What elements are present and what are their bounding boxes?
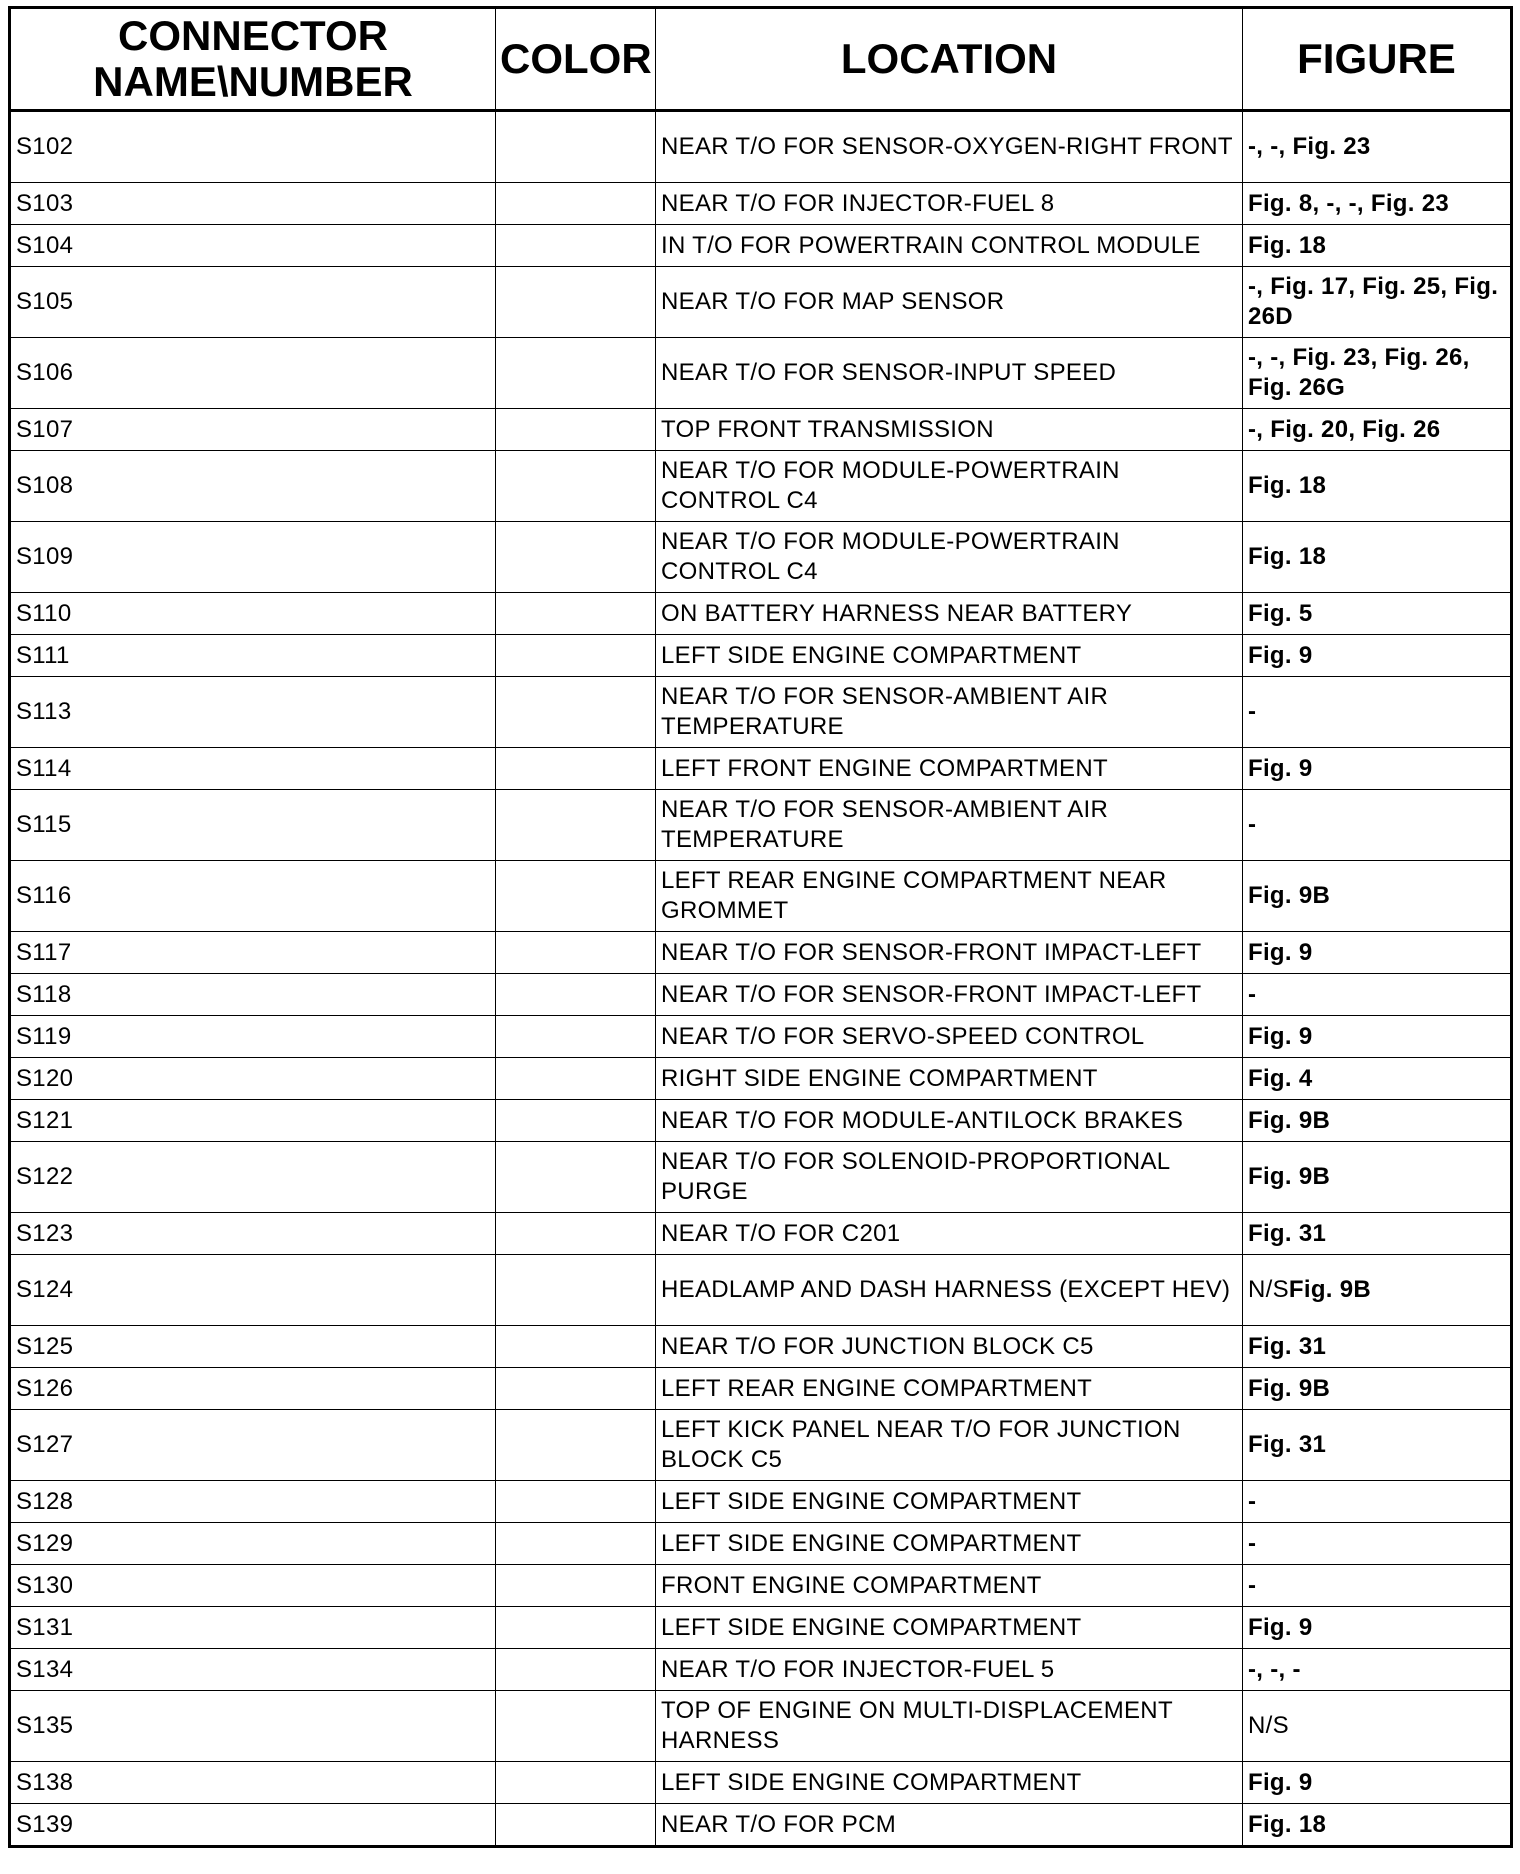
connector-name-cell: S102 (10, 111, 496, 183)
color-cell (496, 409, 656, 451)
table-row (10, 790, 1512, 861)
color-cell (496, 1691, 656, 1762)
color-cell (496, 451, 656, 522)
location-cell: LEFT FRONT ENGINE COMPARTMENT (656, 748, 1243, 790)
figure-cell (1243, 1691, 1512, 1762)
location-cell: LEFT REAR ENGINE COMPARTMENT (656, 1368, 1243, 1410)
connector-name-cell: S124 (10, 1255, 496, 1326)
color-cell (496, 1058, 656, 1100)
table-row (10, 1762, 1512, 1804)
color-cell (496, 1565, 656, 1607)
table-row (10, 1481, 1512, 1523)
table-row (10, 1607, 1512, 1649)
location-cell: NEAR T/O FOR C201 (656, 1213, 1243, 1255)
color-cell (496, 1213, 656, 1255)
location-cell: FRONT ENGINE COMPARTMENT (656, 1565, 1243, 1607)
location-cell: LEFT SIDE ENGINE COMPARTMENT (656, 635, 1243, 677)
connector-name-cell: S116 (10, 861, 496, 932)
figure-reference: Fig. 31 (1248, 1332, 1327, 1360)
figure-reference: -, -, - (1248, 1655, 1301, 1683)
header-connector-name: CONNECTOR NAME\NUMBER (10, 8, 496, 111)
connector-name-cell: S109 (10, 522, 496, 593)
color-cell (496, 1649, 656, 1691)
figure-cell (1243, 522, 1512, 593)
connector-name-cell: S115 (10, 790, 496, 861)
color-cell (496, 677, 656, 748)
color-cell (496, 1142, 656, 1213)
figure-reference: Fig. 9B (1248, 1374, 1331, 1402)
table-row (10, 677, 1512, 748)
figure-cell (1243, 451, 1512, 522)
table-row (10, 1213, 1512, 1255)
table-row (10, 861, 1512, 932)
color-cell (496, 1523, 656, 1565)
color-cell (496, 1016, 656, 1058)
table-row (10, 522, 1512, 593)
location-cell: NEAR T/O FOR MAP SENSOR (656, 267, 1243, 338)
table-row (10, 1691, 1512, 1762)
table-row (10, 1804, 1512, 1847)
table-row (10, 1649, 1512, 1691)
figure-cell (1243, 748, 1512, 790)
color-cell (496, 1607, 656, 1649)
connector-name-cell: S123 (10, 1213, 496, 1255)
figure-reference: - (1248, 980, 1257, 1008)
figure-cell (1243, 1481, 1512, 1523)
location-cell: TOP FRONT TRANSMISSION (656, 409, 1243, 451)
color-cell (496, 1481, 656, 1523)
color-cell (496, 1804, 656, 1847)
figure-reference: Fig. 9B (1248, 1163, 1331, 1190)
connector-name-cell: S129 (10, 1523, 496, 1565)
table-row (10, 338, 1512, 409)
figure-reference: Fig. 8, -, -, Fig. 23 (1248, 189, 1449, 217)
figure-cell (1243, 1410, 1512, 1481)
table-row (10, 932, 1512, 974)
figure-reference: Fig. 31 (1248, 1219, 1327, 1247)
color-cell (496, 1326, 656, 1368)
location-cell: TOP OF ENGINE ON MULTI-DISPLACEMENT HARNESS (656, 1691, 1243, 1762)
figure-reference: -, -, Fig. 23, Fig. 26, Fig. 26G (1248, 344, 1470, 401)
table-row (10, 593, 1512, 635)
location-cell: LEFT SIDE ENGINE COMPARTMENT (656, 1607, 1243, 1649)
figure-reference: Fig. 9 (1248, 641, 1313, 669)
figure-not-shown-label: N/S (1248, 1276, 1289, 1303)
color-cell (496, 1100, 656, 1142)
location-cell: IN T/O FOR POWERTRAIN CONTROL MODULE (656, 225, 1243, 267)
connector-name-cell: S110 (10, 593, 496, 635)
table-row (10, 1058, 1512, 1100)
figure-reference: Fig. 9 (1248, 1613, 1313, 1641)
table-body (10, 111, 1512, 1847)
table-row (10, 267, 1512, 338)
location-cell: NEAR T/O FOR SERVO-SPEED CONTROL (656, 1016, 1243, 1058)
location-cell: ON BATTERY HARNESS NEAR BATTERY (656, 593, 1243, 635)
figure-reference: Fig. 4 (1248, 1064, 1313, 1092)
location-cell: LEFT REAR ENGINE COMPARTMENT NEAR GROMMET (656, 861, 1243, 932)
connector-name-cell: S134 (10, 1649, 496, 1691)
figure-reference: Fig. 31 (1248, 1431, 1327, 1458)
connector-name-cell: S104 (10, 225, 496, 267)
connector-name-cell: S138 (10, 1762, 496, 1804)
figure-reference: -, -, Fig. 23 (1248, 133, 1371, 160)
color-cell (496, 225, 656, 267)
figure-cell (1243, 409, 1512, 451)
figure-cell (1243, 1804, 1512, 1847)
figure-cell (1243, 1058, 1512, 1100)
connector-name-cell: S135 (10, 1691, 496, 1762)
location-cell: NEAR T/O FOR SENSOR-AMBIENT AIR TEMPERATURE (656, 677, 1243, 748)
connector-name-cell: S107 (10, 409, 496, 451)
connector-table-sheet (8, 6, 1510, 1868)
figure-not-shown-label: N/S (1248, 1712, 1289, 1739)
connector-name-cell: S130 (10, 1565, 496, 1607)
table-row (10, 1523, 1512, 1565)
location-cell: HEADLAMP AND DASH HARNESS (EXCEPT HEV) (656, 1255, 1243, 1326)
figure-reference: Fig. 9B (1288, 1276, 1372, 1303)
location-cell: NEAR T/O FOR INJECTOR-FUEL 8 (656, 183, 1243, 225)
color-cell (496, 861, 656, 932)
figure-cell (1243, 1326, 1512, 1368)
location-cell: NEAR T/O FOR JUNCTION BLOCK C5 (656, 1326, 1243, 1368)
connector-table (8, 6, 1513, 1848)
figure-cell (1243, 1762, 1512, 1804)
color-cell (496, 790, 656, 861)
location-cell: NEAR T/O FOR MODULE-POWERTRAIN CONTROL C4 (656, 522, 1243, 593)
table-row (10, 409, 1512, 451)
location-cell: NEAR T/O FOR SOLENOID-PROPORTIONAL PURGE (656, 1142, 1243, 1213)
location-cell: NEAR T/O FOR MODULE-POWERTRAIN CONTROL C4 (656, 451, 1243, 522)
table-row (10, 748, 1512, 790)
figure-reference: -, Fig. 17, Fig. 25, Fig. 26D (1248, 273, 1499, 330)
figure-reference: Fig. 18 (1248, 472, 1327, 499)
header-figure: FIGURE (1243, 8, 1512, 111)
table-row (10, 1368, 1512, 1410)
figure-cell (1243, 677, 1512, 748)
location-cell: NEAR T/O FOR SENSOR-OXYGEN-RIGHT FRONT (656, 111, 1243, 183)
color-cell (496, 183, 656, 225)
figure-cell (1243, 111, 1512, 183)
figure-cell (1243, 225, 1512, 267)
connector-name-cell: S117 (10, 932, 496, 974)
color-cell (496, 338, 656, 409)
location-cell: NEAR T/O FOR SENSOR-FRONT IMPACT-LEFT (656, 974, 1243, 1016)
connector-name-cell: S128 (10, 1481, 496, 1523)
figure-cell (1243, 974, 1512, 1016)
location-cell: NEAR T/O FOR MODULE-ANTILOCK BRAKES (656, 1100, 1243, 1142)
color-cell (496, 522, 656, 593)
location-cell: NEAR T/O FOR SENSOR-AMBIENT AIR TEMPERATURE (656, 790, 1243, 861)
table-row (10, 183, 1512, 225)
location-cell: LEFT SIDE ENGINE COMPARTMENT (656, 1481, 1243, 1523)
table-row (10, 1100, 1512, 1142)
color-cell (496, 1368, 656, 1410)
figure-cell (1243, 593, 1512, 635)
figure-cell (1243, 1255, 1512, 1326)
table-row (10, 1410, 1512, 1481)
connector-name-cell: S106 (10, 338, 496, 409)
location-cell: RIGHT SIDE ENGINE COMPARTMENT (656, 1058, 1243, 1100)
color-cell (496, 635, 656, 677)
table-row (10, 1565, 1512, 1607)
color-cell (496, 748, 656, 790)
figure-reference: Fig. 9B (1248, 1106, 1331, 1134)
color-cell (496, 1762, 656, 1804)
location-cell: LEFT SIDE ENGINE COMPARTMENT (656, 1762, 1243, 1804)
figure-cell (1243, 183, 1512, 225)
figure-cell (1243, 861, 1512, 932)
connector-name-cell: S125 (10, 1326, 496, 1368)
color-cell (496, 593, 656, 635)
figure-reference: - (1248, 1571, 1257, 1599)
table-row (10, 1016, 1512, 1058)
figure-cell (1243, 635, 1512, 677)
color-cell (496, 1255, 656, 1326)
figure-reference: - (1248, 698, 1257, 725)
figure-reference: Fig. 9 (1248, 1022, 1313, 1050)
figure-cell (1243, 267, 1512, 338)
figure-reference: - (1248, 811, 1257, 838)
header-color: COLOR (496, 8, 656, 111)
table-row (10, 1255, 1512, 1326)
location-cell: LEFT SIDE ENGINE COMPARTMENT (656, 1523, 1243, 1565)
connector-name-cell: S108 (10, 451, 496, 522)
figure-cell (1243, 932, 1512, 974)
figure-reference: -, Fig. 20, Fig. 26 (1248, 415, 1441, 443)
figure-cell (1243, 338, 1512, 409)
table-row (10, 635, 1512, 677)
table-header-row (10, 8, 1512, 111)
connector-name-cell: S113 (10, 677, 496, 748)
figure-reference: Fig. 18 (1248, 543, 1327, 570)
table-row (10, 111, 1512, 183)
connector-name-cell: S121 (10, 1100, 496, 1142)
figure-cell (1243, 1523, 1512, 1565)
color-cell (496, 267, 656, 338)
connector-name-cell: S111 (10, 635, 496, 677)
figure-reference: Fig. 18 (1248, 1810, 1327, 1838)
location-cell: LEFT KICK PANEL NEAR T/O FOR JUNCTION BLOCK C5 (656, 1410, 1243, 1481)
location-cell: NEAR T/O FOR SENSOR-FRONT IMPACT-LEFT (656, 932, 1243, 974)
connector-name-cell: S114 (10, 748, 496, 790)
location-cell: NEAR T/O FOR INJECTOR-FUEL 5 (656, 1649, 1243, 1691)
figure-cell (1243, 1213, 1512, 1255)
figure-reference: Fig. 9 (1248, 938, 1313, 966)
connector-name-cell: S126 (10, 1368, 496, 1410)
location-cell: NEAR T/O FOR PCM (656, 1804, 1243, 1847)
table-row (10, 225, 1512, 267)
table-row (10, 974, 1512, 1016)
figure-reference: Fig. 9 (1248, 1768, 1313, 1796)
connector-name-cell: S127 (10, 1410, 496, 1481)
color-cell (496, 932, 656, 974)
figure-reference: - (1248, 1487, 1257, 1515)
figure-cell (1243, 1607, 1512, 1649)
header-location: LOCATION (656, 8, 1243, 111)
figure-cell (1243, 1368, 1512, 1410)
connector-name-cell: S120 (10, 1058, 496, 1100)
figure-cell (1243, 1016, 1512, 1058)
figure-reference: Fig. 9 (1248, 754, 1313, 782)
figure-reference: Fig. 18 (1248, 231, 1327, 259)
location-cell: NEAR T/O FOR SENSOR-INPUT SPEED (656, 338, 1243, 409)
figure-cell (1243, 1142, 1512, 1213)
table-row (10, 451, 1512, 522)
color-cell (496, 974, 656, 1016)
figure-cell (1243, 1649, 1512, 1691)
figure-cell (1243, 790, 1512, 861)
table-row (10, 1326, 1512, 1368)
connector-name-cell: S119 (10, 1016, 496, 1058)
connector-name-cell: S122 (10, 1142, 496, 1213)
figure-reference: - (1248, 1529, 1257, 1557)
figure-reference: Fig. 5 (1248, 599, 1313, 627)
figure-cell (1243, 1100, 1512, 1142)
figure-reference: Fig. 9B (1248, 882, 1331, 909)
connector-name-cell: S105 (10, 267, 496, 338)
table-row (10, 1142, 1512, 1213)
connector-name-cell: S103 (10, 183, 496, 225)
connector-name-cell: S139 (10, 1804, 496, 1847)
connector-name-cell: S131 (10, 1607, 496, 1649)
color-cell (496, 1410, 656, 1481)
connector-name-cell: S118 (10, 974, 496, 1016)
figure-cell (1243, 1565, 1512, 1607)
color-cell (496, 111, 656, 183)
